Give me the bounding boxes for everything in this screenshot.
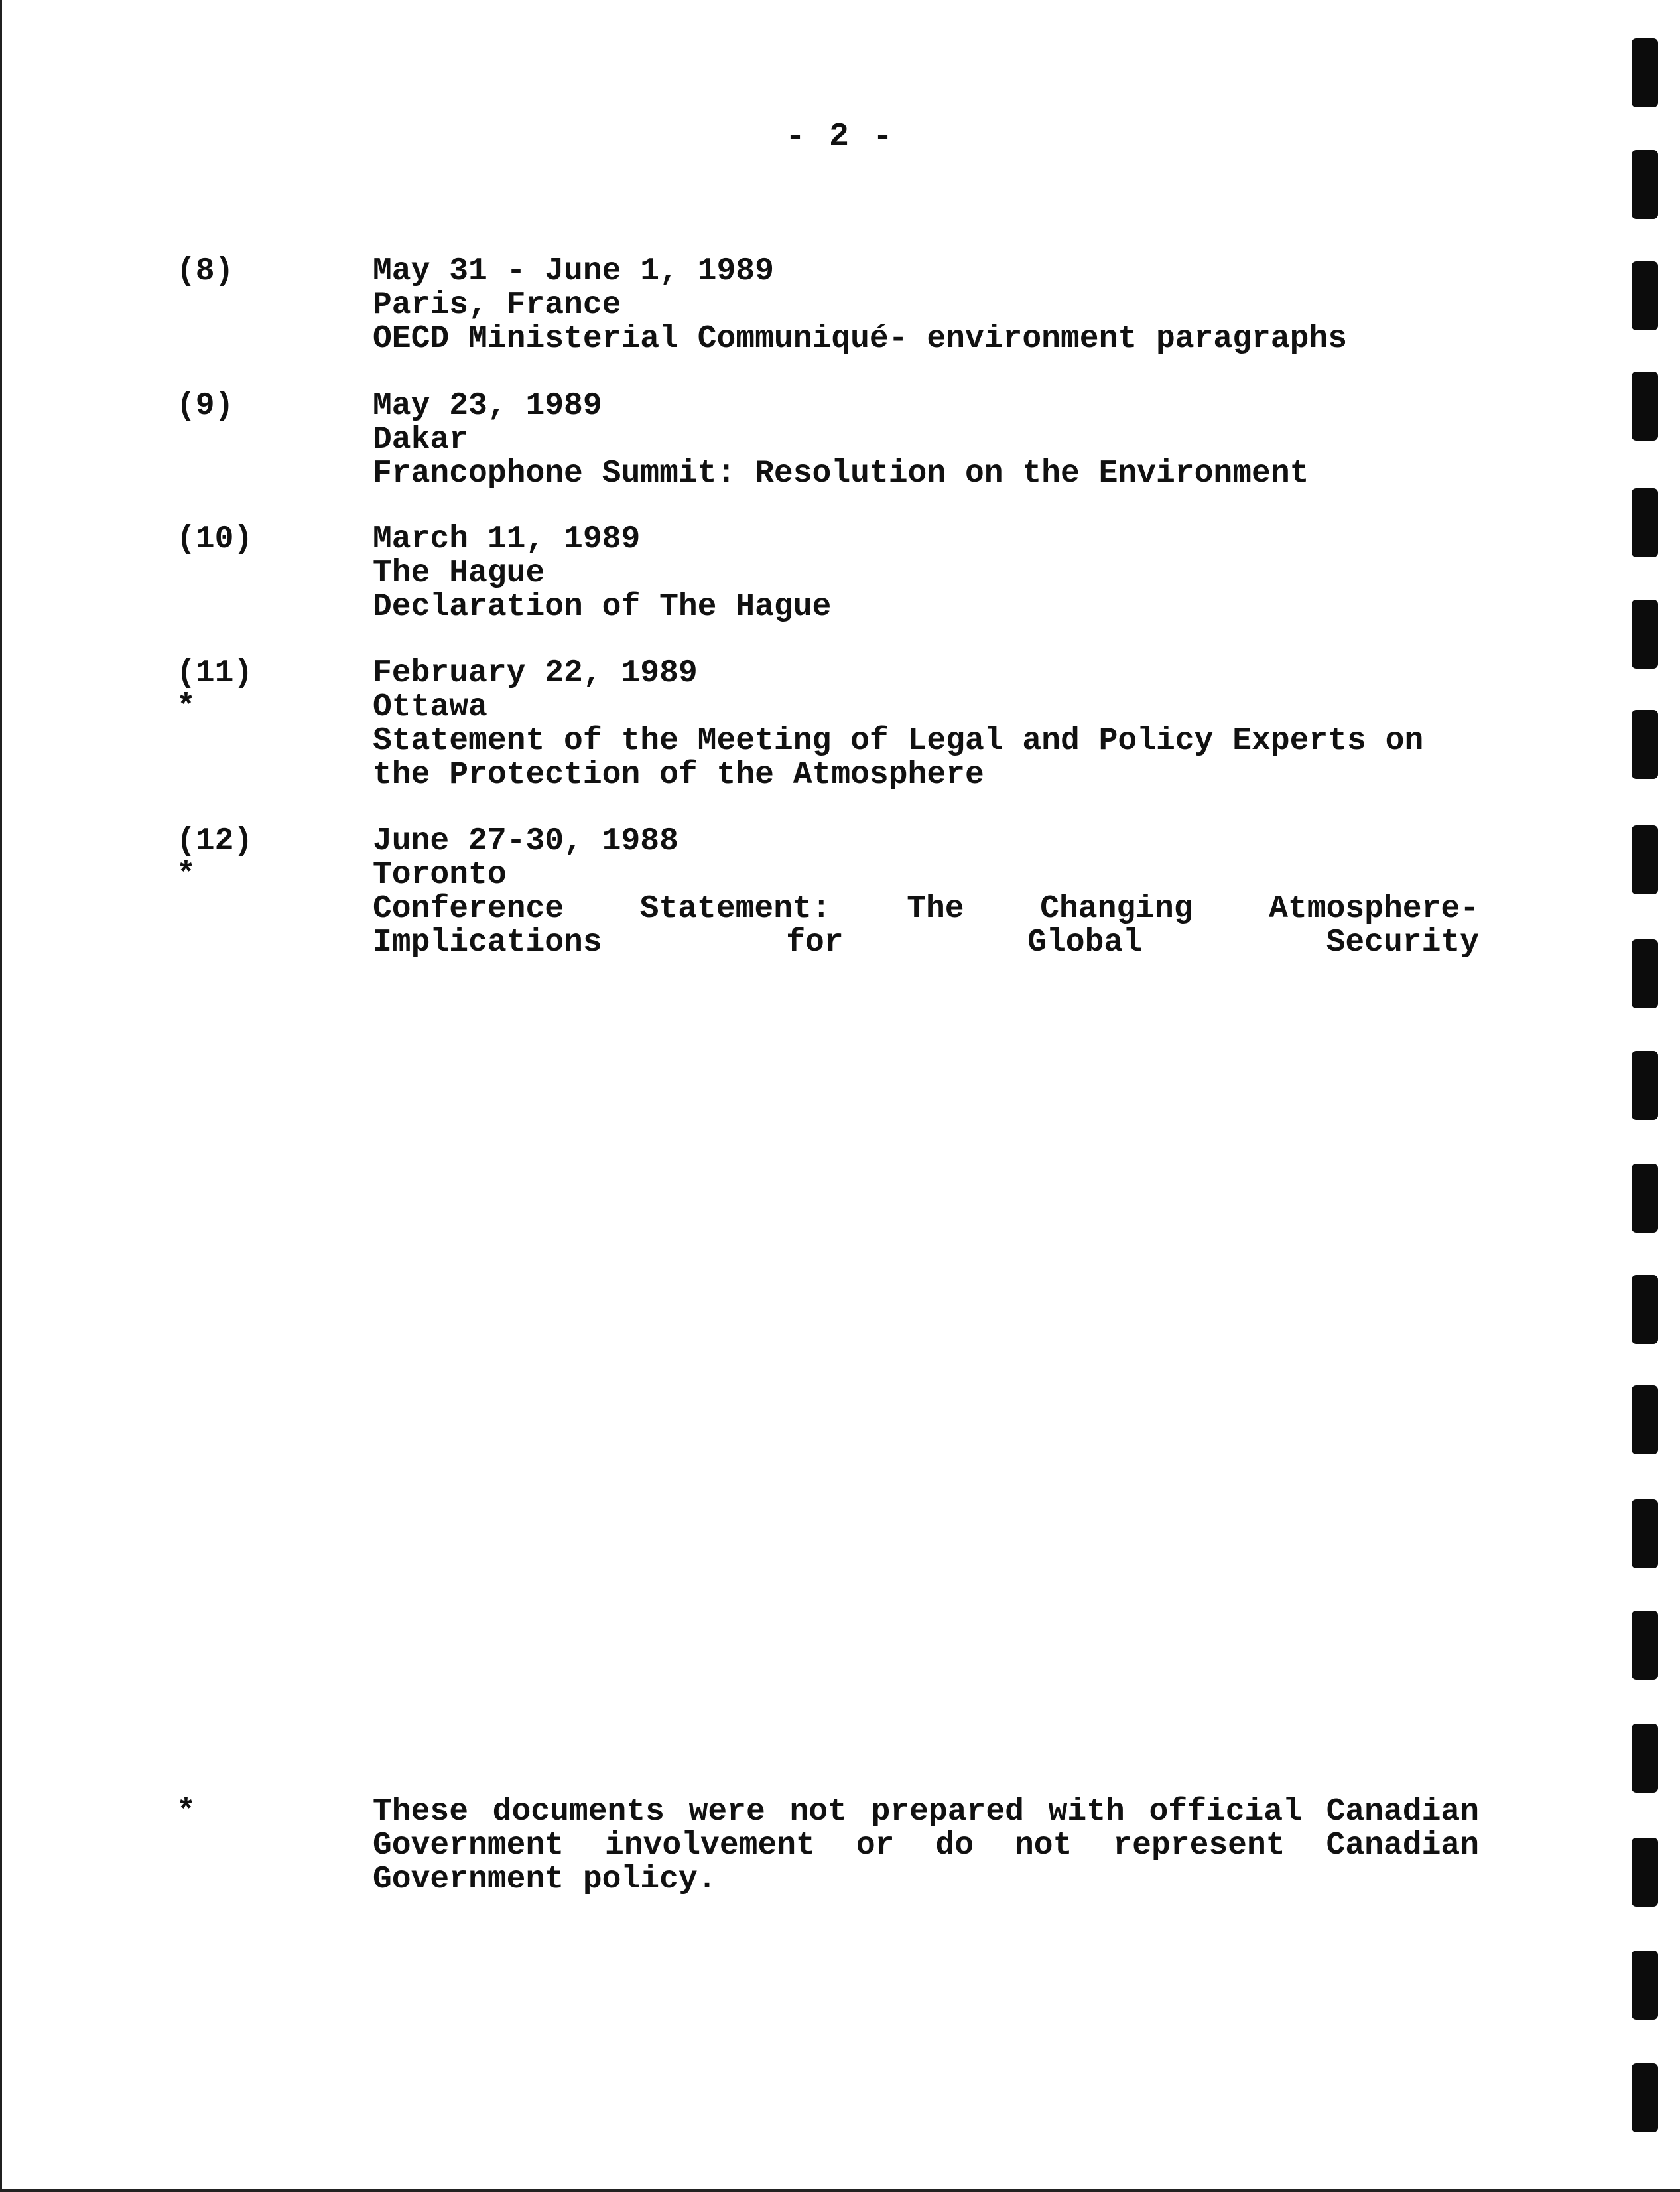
entry-date: June 27-30, 1988 bbox=[373, 823, 678, 859]
page-left-edge bbox=[0, 0, 2, 2192]
entry-location: Dakar bbox=[373, 422, 469, 458]
asterisk-marker: * bbox=[176, 857, 196, 893]
entry-number: (9) bbox=[176, 388, 234, 424]
binding-hole-mark bbox=[1632, 825, 1658, 894]
binding-hole-mark bbox=[1632, 488, 1658, 557]
binding-hole-mark bbox=[1632, 1499, 1658, 1568]
binding-hole-mark bbox=[1632, 1051, 1658, 1120]
entry-number: (8) bbox=[176, 253, 234, 289]
binding-hole-mark bbox=[1632, 2063, 1658, 2132]
binding-hole-mark bbox=[1632, 1838, 1658, 1907]
entry-date: May 31 - June 1, 1989 bbox=[373, 253, 774, 289]
entry-title: Declaration of The Hague bbox=[373, 589, 832, 625]
entry-title: OECD Ministerial Communiqué- environment paragraphs bbox=[373, 321, 1348, 357]
binding-hole-mark bbox=[1632, 1611, 1658, 1680]
page-bottom-edge bbox=[0, 2189, 1680, 2192]
binding-hole-mark bbox=[1632, 261, 1658, 330]
entry-location: Paris, France bbox=[373, 287, 621, 323]
entry-body bbox=[373, 389, 1479, 491]
binding-hole-mark bbox=[1632, 1385, 1658, 1454]
asterisk-marker: * bbox=[176, 1794, 196, 1830]
binding-hole-mark bbox=[1632, 600, 1658, 669]
page-number: - 2 - bbox=[785, 118, 895, 156]
entry-title: Conference Statement: The Changing Atmosphere- Implications for Global Security bbox=[373, 891, 1479, 961]
entry-date: May 23, 1989 bbox=[373, 388, 602, 424]
binding-hole-mark bbox=[1632, 1275, 1658, 1344]
entry-body bbox=[373, 255, 1479, 356]
binding-hole-mark bbox=[1632, 150, 1658, 219]
binding-hole-mark bbox=[1632, 1164, 1658, 1233]
entry-body bbox=[373, 523, 1479, 624]
entry-title: Francophone Summit: Resolution on the Environment bbox=[373, 456, 1309, 492]
asterisk-marker: * bbox=[176, 689, 196, 725]
binding-hole-mark bbox=[1632, 372, 1658, 441]
entry-location: Toronto bbox=[373, 857, 507, 893]
entry-date: March 11, 1989 bbox=[373, 521, 641, 557]
footnote-text: These documents were not prepared with official Canadian Government involvement or do not represent Canadian Government policy. bbox=[373, 1794, 1479, 1897]
binding-hole-mark bbox=[1632, 1951, 1658, 2020]
binding-strip bbox=[1632, 0, 1680, 2192]
entry-location: Ottawa bbox=[373, 689, 487, 725]
entry-location: The Hague bbox=[373, 555, 545, 591]
entry-body bbox=[373, 825, 1479, 960]
entry-date: February 22, 1989 bbox=[373, 655, 698, 691]
binding-hole-mark bbox=[1632, 939, 1658, 1008]
entry-number: (11) bbox=[176, 655, 253, 691]
entry-number: (10) bbox=[176, 521, 253, 557]
binding-hole-mark bbox=[1632, 710, 1658, 779]
binding-hole-mark bbox=[1632, 38, 1658, 107]
binding-hole-mark bbox=[1632, 1724, 1658, 1793]
entry-title: Statement of the Meeting of Legal and Policy Experts on the Protection of the Atmosphere bbox=[373, 723, 1424, 793]
entry-number: (12) bbox=[176, 823, 253, 859]
entry-body bbox=[373, 657, 1479, 792]
